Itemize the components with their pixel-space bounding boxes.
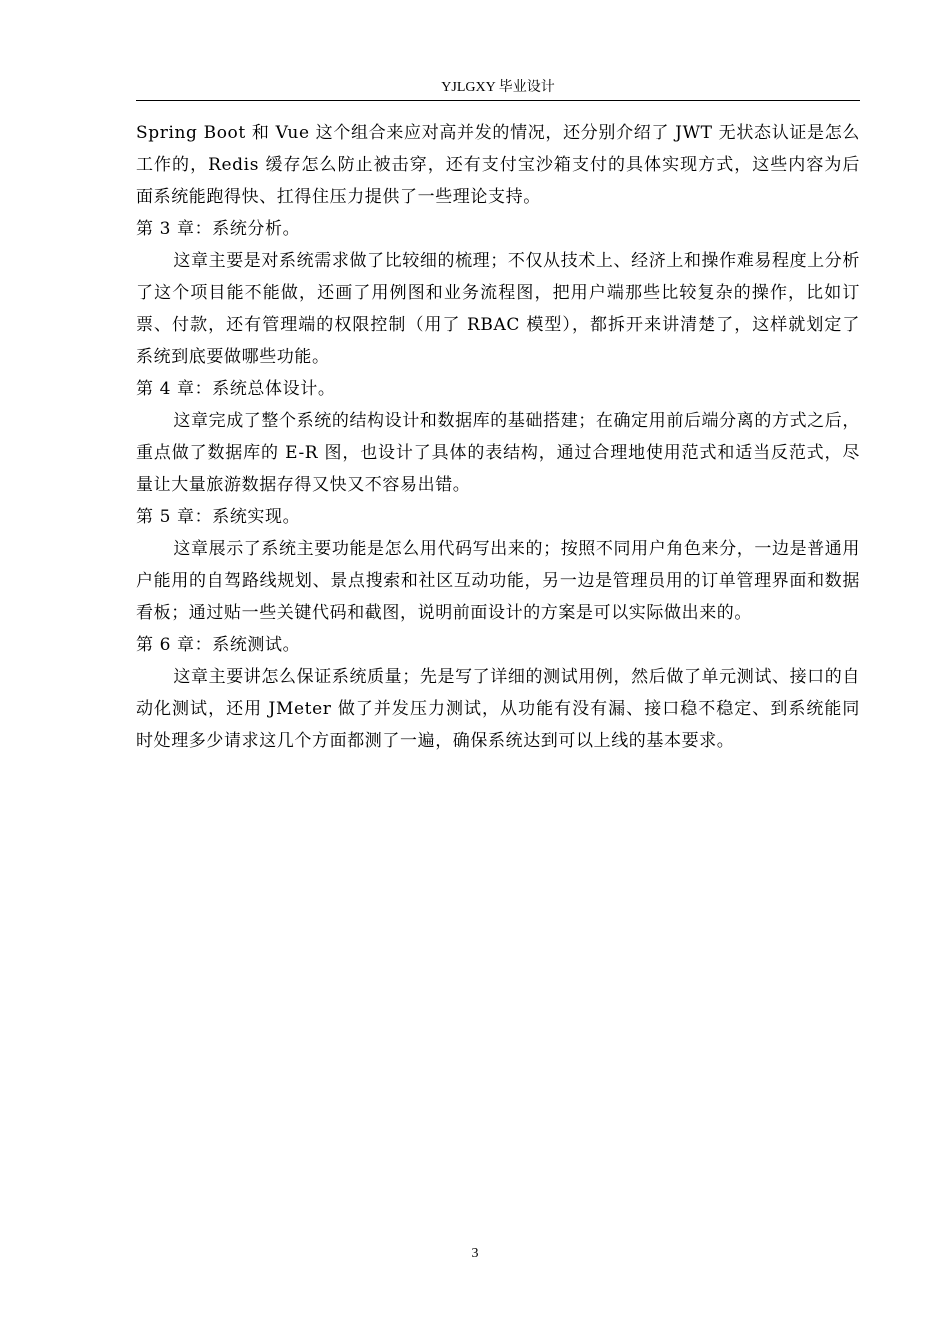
paragraph-chapter-3: 这章主要是对系统需求做了比较细的梳理；不仅从技术上、经济上和操作难易程度上分析了这个项目能不能做，还画了用例图和业务流程图，把用户端那些比较复杂的操作，比如订票、付款，还有管理端的权限控制（用了 RBAC 模型），都拆开来讲清楚了，这样就划定了系统到底要做哪些功能。 [136,251,860,367]
chapter-heading-4: 第 4 章：系统总体设计。 [136,379,336,399]
paragraph-chapter-6: 这章主要讲怎么保证系统质量；先是写了详细的测试用例，然后做了单元测试、接口的自动化测试，还用 JMeter 做了并发压力测试，从功能有没有漏、接口稳不稳定、到系统能同时处理多少请求这几个方面都测了一遍，确保系统达到可以上线的基本要求。 [136,667,860,751]
header-divider [136,100,860,101]
body-text [136,117,860,757]
chapter-heading-5: 第 5 章：系统实现。 [136,507,301,527]
chapter-heading-3: 第 3 章：系统分析。 [136,219,301,239]
paragraph-chapter-4: 这章完成了整个系统的结构设计和数据库的基础搭建；在确定用前后端分离的方式之后，重点做了数据库的 E-R 图，也设计了具体的表结构，通过合理地使用范式和适当反范式，尽量让大量旅游数据存得又快又不容易出错。 [136,411,860,495]
paragraph-continuation: Spring Boot 和 Vue 这个组合来应对高并发的情况，还分别介绍了 JWT 无状态认证是怎么工作的，Redis 缓存怎么防止被击穿，还有支付宝沙箱支付的具体实现方式，这些内容为后面系统能跑得快、扛得住压力提供了一些理论支持。 [136,123,860,207]
page-number: 3 [471,1246,479,1261]
page-header: YJLGXY 毕业设计 [441,80,555,95]
chapter-heading-6: 第 6 章：系统测试。 [136,635,301,655]
paragraph-chapter-5: 这章展示了系统主要功能是怎么用代码写出来的；按照不同用户角色来分，一边是普通用户能用的自驾路线规划、景点搜索和社区互动功能，另一边是管理员用的订单管理界面和数据看板；通过贴一些关键代码和截图，说明前面设计的方案是可以实际做出来的。 [136,539,860,623]
